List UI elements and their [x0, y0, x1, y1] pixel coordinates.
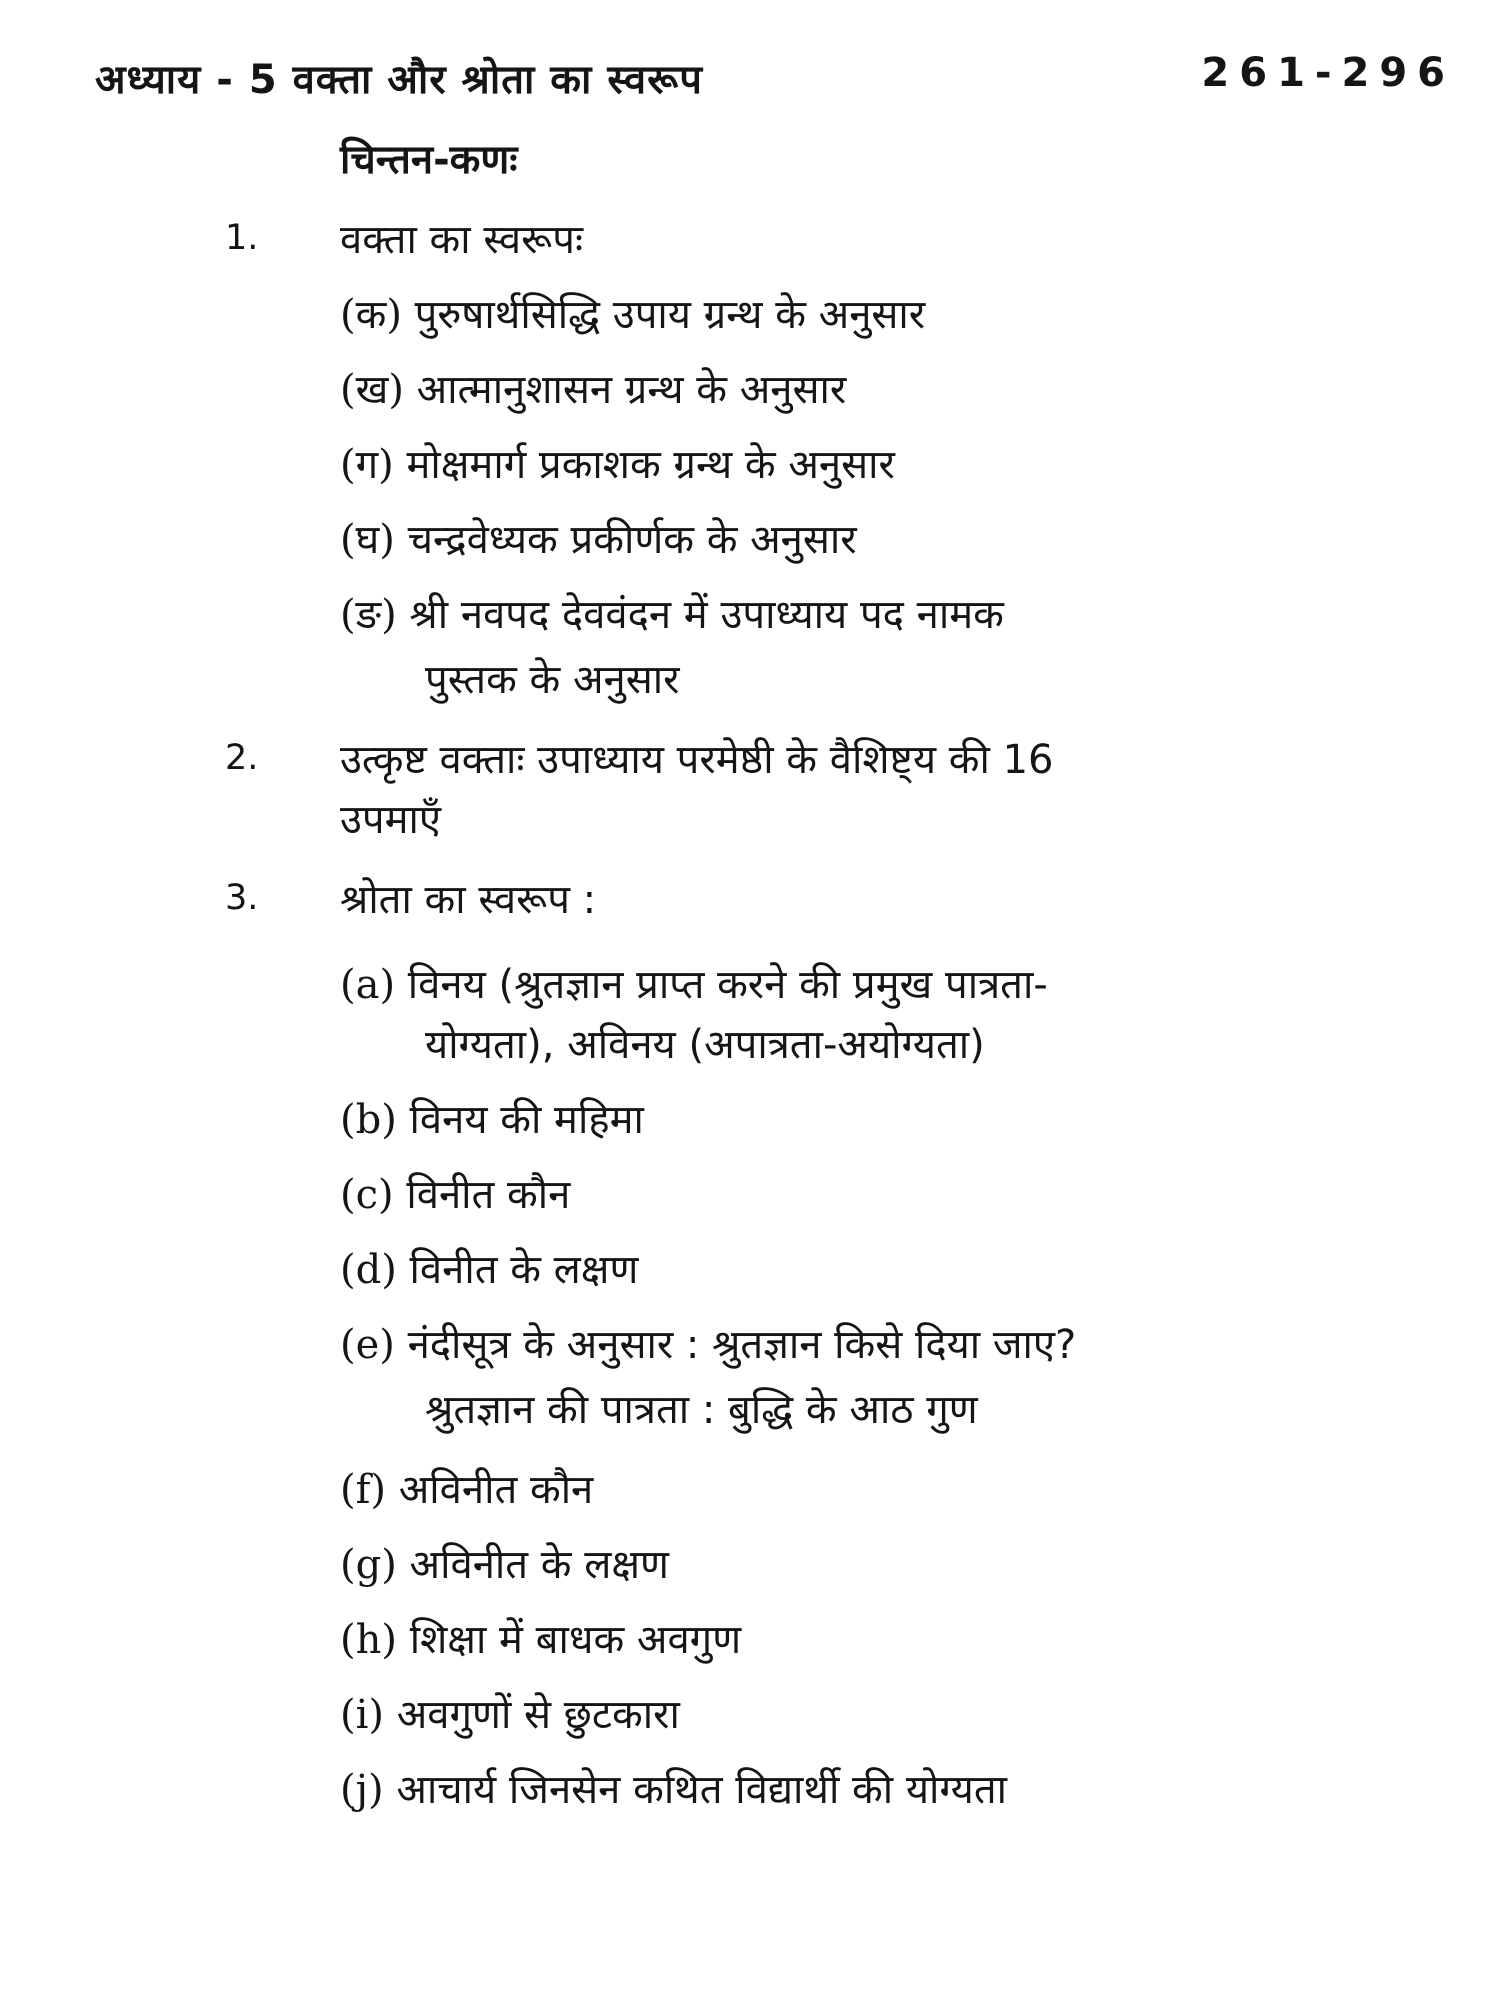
item-text: श्री नवपद देववंदन में उपाध्याय पद नामक	[409, 592, 1004, 638]
list-item	[340, 1685, 680, 1740]
item-text: अविनीत कौन	[398, 1467, 594, 1513]
list-item	[340, 585, 1004, 640]
list-item	[340, 1760, 1007, 1815]
list-item	[340, 1535, 669, 1590]
chapter-title: अध्याय - 5 वक्ता और श्रोता का स्वरूप	[95, 57, 703, 103]
page-range: 261-296	[1201, 50, 1455, 96]
item-marker: (ग)	[340, 442, 394, 488]
list-item	[340, 510, 857, 565]
list-item	[340, 1460, 593, 1515]
item-text: विनीत के लक्षण	[409, 1247, 639, 1293]
list-item	[340, 285, 925, 340]
section-title: उत्कृष्ट वक्ताः उपाध्याय परमेष्ठी के वैशिष्ट्य की 16	[340, 737, 1054, 783]
item-marker: (j)	[340, 1767, 384, 1813]
item-marker: (g)	[340, 1542, 397, 1588]
list-item	[340, 955, 1048, 1010]
section-subheading: चिन्तन-कणः	[340, 137, 518, 183]
list-item-continuation: श्रुतज्ञान की पात्रता : बुद्धि के आठ गुण	[425, 1387, 978, 1433]
item-text: नंदीसूत्र के अनुसार : श्रुतज्ञान किसे दिया जाए?	[407, 1322, 1077, 1368]
section-title: श्रोता का स्वरूप :	[340, 877, 597, 923]
section-title-continuation: उपमाएँ	[340, 797, 442, 843]
item-marker: (c)	[340, 1172, 394, 1218]
item-text: पुरुषार्थसिद्धि उपाय ग्रन्थ के अनुसार	[414, 292, 926, 338]
item-text: अवगुणों से छुटकारा	[396, 1692, 680, 1738]
item-text: विनीत कौन	[406, 1172, 571, 1218]
list-item-continuation: योग्यता), अविनय (अपात्रता-अयोग्यता)	[425, 1022, 985, 1068]
item-marker: (क)	[340, 292, 402, 338]
list-item	[340, 1610, 741, 1665]
item-marker: (e)	[340, 1322, 395, 1368]
section-title: वक्ता का स्वरूपः	[340, 217, 584, 263]
section-number: 3.	[225, 878, 259, 918]
item-text: मोक्षमार्ग प्रकाशक ग्रन्थ के अनुसार	[406, 442, 895, 488]
item-marker: (ङ)	[340, 592, 397, 638]
item-marker: (ख)	[340, 367, 404, 413]
item-text: विनय (श्रुतज्ञान प्राप्त करने की प्रमुख पात्रता-	[407, 962, 1048, 1008]
list-item	[340, 1240, 638, 1295]
page-header	[95, 50, 1455, 120]
item-text: अविनीत के लक्षण	[409, 1542, 669, 1588]
list-item	[340, 1165, 570, 1220]
item-marker: (d)	[340, 1247, 397, 1293]
list-item-continuation: पुस्तक के अनुसार	[425, 657, 680, 703]
list-item	[340, 435, 895, 490]
item-text: चन्द्रवेध्यक प्रकीर्णक के अनुसार	[407, 517, 857, 563]
list-item	[340, 360, 846, 415]
item-text: शिक्षा में बाधक अवगुण	[409, 1617, 742, 1663]
section-number: 1.	[225, 218, 259, 258]
item-marker: (f)	[340, 1467, 387, 1513]
item-marker: (i)	[340, 1692, 385, 1738]
list-item	[340, 1090, 644, 1145]
item-text: आत्मानुशासन ग्रन्थ के अनुसार	[416, 367, 847, 413]
item-marker: (h)	[340, 1617, 397, 1663]
item-marker: (b)	[340, 1097, 397, 1143]
list-item	[340, 1315, 1076, 1370]
item-marker: (a)	[340, 962, 396, 1008]
section-number: 2.	[225, 738, 259, 778]
item-text: आचार्य जिनसेन कथित विद्यार्थी की योग्यता	[396, 1767, 1007, 1813]
item-text: विनय की महिमा	[409, 1097, 644, 1143]
item-marker: (घ)	[340, 517, 395, 563]
